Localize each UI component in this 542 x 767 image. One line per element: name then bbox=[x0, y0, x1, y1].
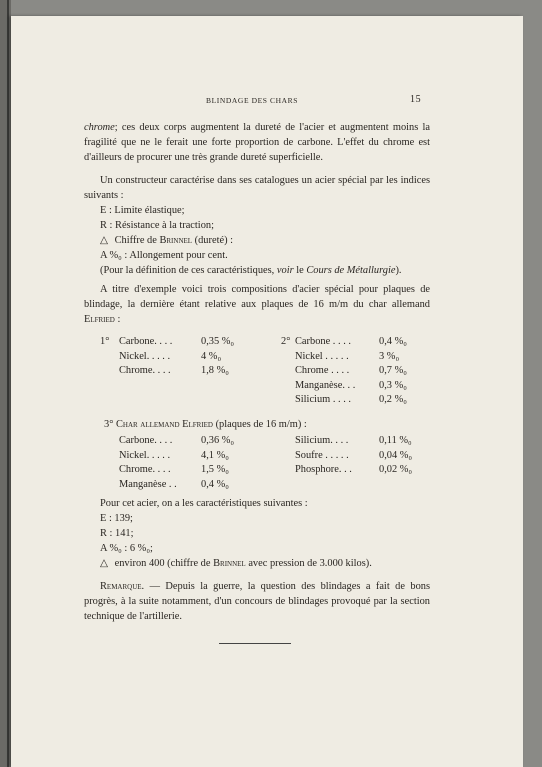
definition-delta bbox=[84, 233, 430, 248]
paragraph-3-le: le bbox=[296, 265, 304, 276]
element-name: Nickel. . . . . bbox=[119, 449, 171, 461]
table-row bbox=[84, 364, 430, 379]
table-row bbox=[84, 463, 430, 478]
compositions-table-3 bbox=[84, 434, 430, 494]
element-value: 0,2 %₀ bbox=[379, 394, 407, 406]
table-row bbox=[84, 449, 430, 464]
delta-symbol: △ bbox=[100, 558, 108, 569]
page-body bbox=[84, 120, 430, 624]
paragraph-2: Un constructeur caractérise dans ses catalogues un acier spécial par les indices suivants : bbox=[84, 175, 430, 201]
compositions-table-1-2 bbox=[84, 335, 430, 409]
composition-3-name: Char allemand Elfried bbox=[115, 419, 213, 430]
table-row bbox=[84, 379, 430, 394]
element-value: 0,4 %₀ bbox=[379, 336, 407, 347]
element-value: 0,35 %₀ bbox=[201, 336, 235, 347]
element-name: Silicium. . . . bbox=[295, 435, 349, 446]
element-value: 0,11 %₀ bbox=[379, 435, 412, 446]
element-name: Chrome. . . . bbox=[119, 365, 171, 377]
chrome-italic: chrome bbox=[84, 122, 115, 133]
element-name: Chrome. . . . bbox=[119, 464, 171, 476]
result-a: A %₀ : 6 %₀; bbox=[100, 543, 153, 554]
delta-symbol: △ bbox=[100, 235, 108, 246]
book-spine bbox=[0, 0, 11, 767]
element-value: 4 %₀ bbox=[201, 350, 222, 362]
table-row bbox=[84, 393, 430, 408]
definition-delta-text: Chiffre de bbox=[114, 235, 157, 246]
element-value: 4,1 %₀ bbox=[201, 449, 229, 461]
table-row bbox=[84, 350, 430, 365]
element-name: Manganèse . . bbox=[119, 478, 177, 490]
definition-r: R : Résistance à la traction; bbox=[100, 220, 214, 231]
element-value: 1,5 %₀ bbox=[201, 464, 229, 476]
element-name: Nickel. . . . . bbox=[119, 350, 171, 362]
result-delta-suffix: avec pression de 3.000 kilos). bbox=[248, 558, 372, 569]
paragraph-1-text: ; ces deux corps augmentent la dureté de l'acier et augmentent moins la fragilité que ne le ferait une forte proportion de carbone. L'effet du chrome est d'ailleurs de procurer une très grande dureté superficielle. bbox=[84, 122, 430, 163]
definition-e: E : Limite élastique; bbox=[100, 205, 185, 216]
composition-3-suffix: (plaques de 16 m/m) : bbox=[212, 419, 307, 430]
element-name: Carbone. . . . bbox=[119, 435, 173, 446]
table-row bbox=[84, 478, 430, 493]
composition-1-number: 1° bbox=[100, 336, 110, 347]
paragraph-3 bbox=[84, 263, 430, 278]
element-value: 0,4 %₀ bbox=[201, 478, 229, 490]
voir-italic: voir bbox=[276, 265, 294, 276]
element-name: Phosphore. . . bbox=[295, 464, 352, 476]
result-e: E : 139; bbox=[100, 513, 133, 524]
table-row bbox=[84, 434, 430, 449]
element-name: Carbone. . . . bbox=[119, 336, 173, 347]
running-header bbox=[0, 96, 542, 108]
element-name: Carbone . . . . bbox=[295, 336, 351, 347]
elfried-name: Elfried bbox=[84, 314, 115, 325]
paragraph-1 bbox=[84, 120, 430, 165]
element-value: 0,36 %₀ bbox=[201, 435, 235, 446]
result-r: R : 141; bbox=[100, 528, 134, 539]
element-value: 0,02 %₀ bbox=[379, 464, 413, 476]
composition-3-number: 3° bbox=[104, 419, 116, 430]
element-value: 0,7 %₀ bbox=[379, 365, 407, 377]
brinnel-name: Brinnel bbox=[213, 558, 246, 569]
element-name: Chrome . . . . bbox=[295, 365, 350, 377]
element-value: 3 %₀ bbox=[379, 350, 400, 362]
definition-delta-suffix: (dureté) : bbox=[194, 235, 234, 246]
paragraph-6: Pour cet acier, on a les caractéristiques suivantes : bbox=[100, 498, 308, 509]
remark-label: Remarque. bbox=[100, 581, 145, 592]
element-name: Nickel . . . . . bbox=[295, 350, 349, 362]
page-number: 15 bbox=[410, 94, 422, 105]
table-row bbox=[84, 335, 430, 350]
element-name: Soufre . . . . . bbox=[295, 449, 349, 461]
element-value: 0,3 %₀ bbox=[379, 379, 407, 391]
cours-italic: Cours de Métallurgie bbox=[306, 265, 396, 276]
definition-a: A %₀ : Allongement pour cent. bbox=[100, 250, 228, 261]
paragraph-3-text: (Pour la définition de ces caractéristiques, bbox=[100, 265, 275, 276]
header-title: BLINDAGE DES CHARS bbox=[206, 96, 299, 105]
result-delta-text: environ 400 (chiffre de bbox=[114, 558, 211, 569]
remark-text: — Depuis la guerre, la question des blindages a fait de bons progrès, à la suite notamment, d'un concours de blindages provoqué par la section technique de l'artillerie. bbox=[84, 581, 430, 622]
remark-paragraph bbox=[84, 579, 430, 624]
element-name: Silicium . . . . bbox=[295, 394, 351, 406]
paragraph-4-colon: : bbox=[117, 314, 121, 325]
composition-2-number: 2° bbox=[281, 336, 291, 347]
paragraph-4 bbox=[84, 282, 430, 327]
element-name: Manganèse. . . bbox=[295, 379, 356, 391]
end-rule bbox=[219, 643, 291, 644]
paragraph-4-text: A titre d'exemple voici trois compositions d'acier spécial pour plaques de blindage, la dernière étant relative aux plaques de 16 m/m du char allemand bbox=[84, 284, 430, 310]
brinnel-name: Brinnel bbox=[159, 235, 193, 246]
element-value: 0,04 %₀ bbox=[379, 449, 413, 461]
paragraph-3-end: ). bbox=[395, 265, 402, 276]
result-delta bbox=[84, 556, 430, 571]
element-value: 1,8 %₀ bbox=[201, 365, 229, 377]
composition-3-heading bbox=[84, 417, 430, 432]
